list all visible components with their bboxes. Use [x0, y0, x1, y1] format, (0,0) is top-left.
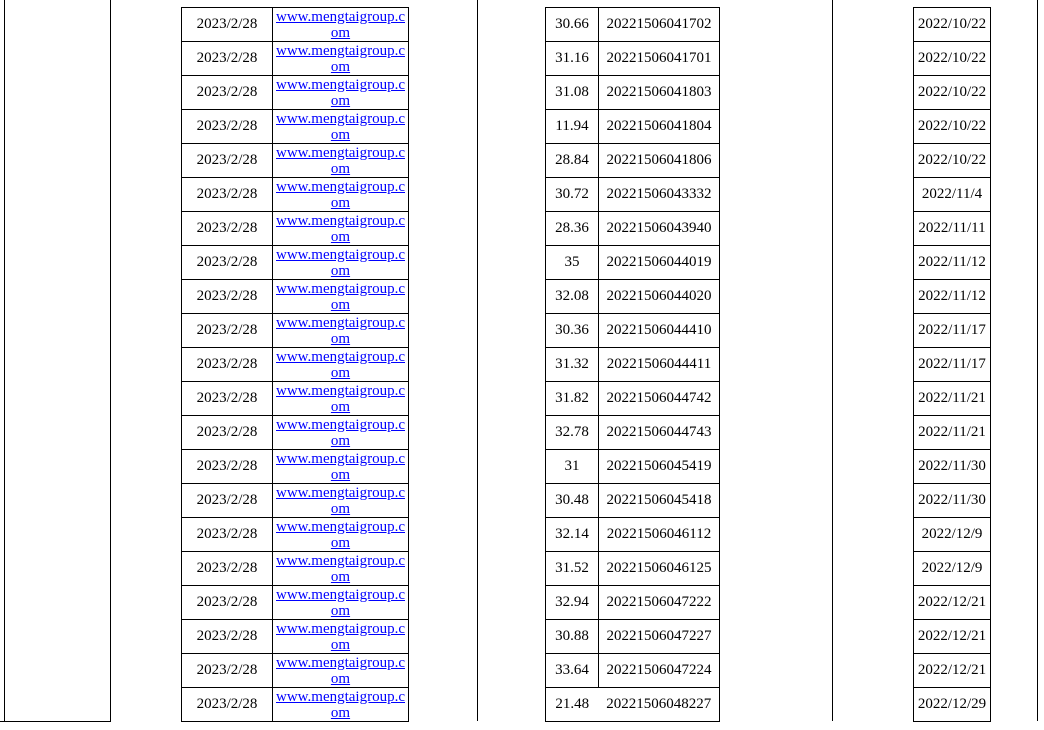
report-date-cell: 2023/2/28 — [182, 484, 273, 518]
issue-date-cell: 2022/11/17 — [914, 314, 991, 348]
table-row — [914, 76, 991, 110]
issue-date-cell: 2022/11/11 — [914, 212, 991, 246]
website-cell — [273, 518, 409, 552]
bottom-border-line — [0, 721, 111, 722]
table-row — [914, 110, 991, 144]
value-cell: 30.36 — [546, 314, 599, 348]
record-id-cell: 20221506048227 — [599, 688, 720, 722]
middle-table — [545, 7, 720, 722]
value-cell: 32.08 — [546, 280, 599, 314]
report-date-cell: 2023/2/28 — [182, 348, 273, 382]
report-date-cell: 2023/2/28 — [182, 280, 273, 314]
report-date-cell: 2023/2/28 — [182, 552, 273, 586]
website-link[interactable]: www.mengtaigroup.com — [276, 552, 405, 585]
issue-date-cell: 2022/10/22 — [914, 110, 991, 144]
record-id-cell: 20221506046125 — [599, 552, 720, 586]
issue-date-cell: 2022/12/9 — [914, 518, 991, 552]
column-border-line — [1037, 0, 1038, 721]
website-link[interactable]: www.mengtaigroup.com — [276, 246, 405, 279]
table-row — [182, 654, 409, 688]
website-link[interactable]: www.mengtaigroup.com — [276, 382, 405, 415]
record-id-cell: 20221506047222 — [599, 586, 720, 620]
column-border-line — [832, 0, 833, 721]
value-cell: 28.84 — [546, 144, 599, 178]
table-row — [546, 654, 720, 688]
right-table — [913, 7, 991, 722]
table-row — [546, 450, 720, 484]
table-row — [914, 688, 991, 722]
report-date-cell: 2023/2/28 — [182, 688, 273, 722]
table-row — [182, 348, 409, 382]
table-row — [182, 212, 409, 246]
record-id-cell: 20221506044742 — [599, 382, 720, 416]
table-row — [914, 552, 991, 586]
issue-date-cell: 2022/10/22 — [914, 76, 991, 110]
website-link[interactable]: www.mengtaigroup.com — [276, 178, 405, 211]
record-id-cell: 20221506041806 — [599, 144, 720, 178]
record-id-cell: 20221506043940 — [599, 212, 720, 246]
table-row — [182, 416, 409, 450]
issue-date-cell: 2022/12/9 — [914, 552, 991, 586]
website-cell — [273, 348, 409, 382]
left-table — [181, 7, 409, 722]
value-cell: 21.48 — [546, 688, 599, 722]
table-row — [914, 8, 991, 42]
record-id-cell: 20221506044410 — [599, 314, 720, 348]
website-cell — [273, 110, 409, 144]
value-cell: 31 — [546, 450, 599, 484]
table-row — [914, 416, 991, 450]
value-cell: 31.32 — [546, 348, 599, 382]
issue-date-cell: 2022/11/21 — [914, 416, 991, 450]
table-row — [546, 484, 720, 518]
table-row — [914, 382, 991, 416]
website-cell — [273, 688, 409, 722]
value-cell: 30.66 — [546, 8, 599, 42]
report-date-cell: 2023/2/28 — [182, 382, 273, 416]
website-link[interactable]: www.mengtaigroup.com — [276, 42, 405, 75]
website-link[interactable]: www.mengtaigroup.com — [276, 518, 405, 551]
table-row — [546, 178, 720, 212]
value-cell: 32.14 — [546, 518, 599, 552]
issue-date-cell: 2022/12/21 — [914, 620, 991, 654]
report-date-cell: 2023/2/28 — [182, 144, 273, 178]
value-cell: 33.64 — [546, 654, 599, 688]
record-id-cell: 20221506044020 — [599, 280, 720, 314]
table-row — [914, 348, 991, 382]
website-link[interactable]: www.mengtaigroup.com — [276, 688, 405, 721]
issue-date-cell: 2022/12/21 — [914, 654, 991, 688]
report-date-cell: 2023/2/28 — [182, 212, 273, 246]
website-link[interactable]: www.mengtaigroup.com — [276, 8, 405, 41]
table-row — [182, 688, 409, 722]
website-link[interactable]: www.mengtaigroup.com — [276, 314, 405, 347]
table-row — [182, 620, 409, 654]
table-row — [182, 8, 409, 42]
report-date-cell: 2023/2/28 — [182, 654, 273, 688]
report-date-cell: 2023/2/28 — [182, 620, 273, 654]
website-link[interactable]: www.mengtaigroup.com — [276, 484, 405, 517]
record-id-cell: 20221506041803 — [599, 76, 720, 110]
issue-date-cell: 2022/11/17 — [914, 348, 991, 382]
column-border-line — [110, 0, 111, 721]
table-row — [182, 178, 409, 212]
table-row — [914, 620, 991, 654]
column-border-line — [4, 0, 5, 721]
issue-date-cell: 2022/11/4 — [914, 178, 991, 212]
report-date-cell: 2023/2/28 — [182, 518, 273, 552]
website-link[interactable]: www.mengtaigroup.com — [276, 76, 405, 109]
record-id-cell: 20221506044019 — [599, 246, 720, 280]
table-row — [914, 450, 991, 484]
website-link[interactable]: www.mengtaigroup.com — [276, 586, 405, 619]
table-row — [914, 586, 991, 620]
table-row — [546, 416, 720, 450]
website-link[interactable]: www.mengtaigroup.com — [276, 654, 405, 687]
issue-date-cell: 2022/11/12 — [914, 246, 991, 280]
website-cell — [273, 416, 409, 450]
issue-date-cell: 2022/11/30 — [914, 484, 991, 518]
table-row — [182, 586, 409, 620]
website-cell — [273, 654, 409, 688]
issue-date-cell: 2022/11/21 — [914, 382, 991, 416]
record-id-cell: 20221506044743 — [599, 416, 720, 450]
table-row — [914, 212, 991, 246]
value-cell: 31.52 — [546, 552, 599, 586]
website-cell — [273, 586, 409, 620]
table-row — [546, 586, 720, 620]
table-row — [914, 246, 991, 280]
table-row — [182, 450, 409, 484]
value-cell: 11.94 — [546, 110, 599, 144]
table-row — [546, 8, 720, 42]
table-row — [546, 620, 720, 654]
website-link[interactable]: www.mengtaigroup.com — [276, 144, 405, 177]
website-cell — [273, 8, 409, 42]
report-date-cell: 2023/2/28 — [182, 246, 273, 280]
record-id-cell: 20221506041804 — [599, 110, 720, 144]
report-date-cell: 2023/2/28 — [182, 110, 273, 144]
table-row — [546, 518, 720, 552]
report-date-cell: 2023/2/28 — [182, 178, 273, 212]
table-row — [546, 144, 720, 178]
website-link[interactable]: www.mengtaigroup.com — [276, 212, 405, 245]
website-cell — [273, 450, 409, 484]
table-row — [182, 246, 409, 280]
issue-date-cell: 2022/12/21 — [914, 586, 991, 620]
report-date-cell: 2023/2/28 — [182, 450, 273, 484]
report-date-cell: 2023/2/28 — [182, 42, 273, 76]
table-row — [914, 314, 991, 348]
record-id-cell: 20221506045419 — [599, 450, 720, 484]
report-date-cell: 2023/2/28 — [182, 416, 273, 450]
table-row — [182, 110, 409, 144]
website-cell — [273, 382, 409, 416]
table-row — [182, 42, 409, 76]
website-cell — [273, 484, 409, 518]
value-cell: 31.08 — [546, 76, 599, 110]
table-row — [182, 144, 409, 178]
website-cell — [273, 246, 409, 280]
table-row — [914, 484, 991, 518]
website-link[interactable]: www.mengtaigroup.com — [276, 416, 405, 449]
value-cell: 32.78 — [546, 416, 599, 450]
website-cell — [273, 552, 409, 586]
value-cell: 32.94 — [546, 586, 599, 620]
record-id-cell: 20221506046112 — [599, 518, 720, 552]
record-id-cell: 20221506041702 — [599, 8, 720, 42]
report-date-cell: 2023/2/28 — [182, 76, 273, 110]
table-row — [546, 110, 720, 144]
value-cell: 31.16 — [546, 42, 599, 76]
report-date-cell: 2023/2/28 — [182, 586, 273, 620]
website-cell — [273, 76, 409, 110]
table-row — [546, 212, 720, 246]
report-date-cell: 2023/2/28 — [182, 314, 273, 348]
table-row — [546, 314, 720, 348]
website-link[interactable]: www.mengtaigroup.com — [276, 450, 405, 483]
table-row — [914, 280, 991, 314]
issue-date-cell: 2022/11/30 — [914, 450, 991, 484]
table-row — [182, 552, 409, 586]
website-link[interactable]: www.mengtaigroup.com — [276, 280, 405, 313]
table-row — [546, 688, 720, 722]
value-cell: 30.72 — [546, 178, 599, 212]
table-row — [546, 348, 720, 382]
column-border-line — [477, 0, 478, 721]
website-cell — [273, 280, 409, 314]
issue-date-cell: 2022/11/12 — [914, 280, 991, 314]
record-id-cell: 20221506045418 — [599, 484, 720, 518]
table-row — [546, 76, 720, 110]
table-row — [182, 280, 409, 314]
table-row — [182, 382, 409, 416]
table-row — [914, 144, 991, 178]
website-cell — [273, 144, 409, 178]
issue-date-cell: 2022/10/22 — [914, 144, 991, 178]
website-link[interactable]: www.mengtaigroup.com — [276, 110, 405, 143]
record-id-cell: 20221506047227 — [599, 620, 720, 654]
value-cell: 30.48 — [546, 484, 599, 518]
value-cell: 28.36 — [546, 212, 599, 246]
value-cell: 35 — [546, 246, 599, 280]
table-row — [182, 314, 409, 348]
issue-date-cell: 2022/10/22 — [914, 42, 991, 76]
record-id-cell: 20221506044411 — [599, 348, 720, 382]
record-id-cell: 20221506043332 — [599, 178, 720, 212]
table-row — [546, 246, 720, 280]
table-row — [914, 654, 991, 688]
website-link[interactable]: www.mengtaigroup.com — [276, 348, 405, 381]
table-row — [546, 42, 720, 76]
value-cell: 31.82 — [546, 382, 599, 416]
table-row — [914, 42, 991, 76]
table-row — [546, 280, 720, 314]
table-row — [914, 518, 991, 552]
table-row — [182, 518, 409, 552]
issue-date-cell: 2022/10/22 — [914, 8, 991, 42]
website-cell — [273, 212, 409, 246]
website-cell — [273, 620, 409, 654]
website-cell — [273, 42, 409, 76]
website-cell — [273, 314, 409, 348]
table-row — [182, 76, 409, 110]
value-cell: 30.88 — [546, 620, 599, 654]
table-row — [546, 552, 720, 586]
website-cell — [273, 178, 409, 212]
table-row — [182, 484, 409, 518]
table-row — [914, 178, 991, 212]
table-row — [546, 382, 720, 416]
record-id-cell: 20221506047224 — [599, 654, 720, 688]
issue-date-cell: 2022/12/29 — [914, 688, 991, 722]
website-link[interactable]: www.mengtaigroup.com — [276, 620, 405, 653]
report-date-cell: 2023/2/28 — [182, 8, 273, 42]
record-id-cell: 20221506041701 — [599, 42, 720, 76]
